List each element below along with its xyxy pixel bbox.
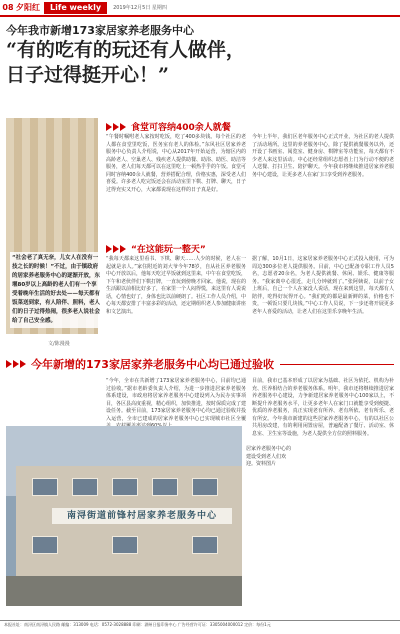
section2-column-1: “我每天都来这里看书、下棋、聊天……人少的时候，老人在一起就是亲人。”家住附近的刘大爷今年78岁，自从社区养老服务中心开放以后，他每天吃过早饭就到这里来，中午在食堂吃饭，下午和老伙伴们下棋打牌，一直玩到傍晚才回家。他说，现在的生活跟以前相比好多了，在家里一个人闷得慌，来这里有人说说话，心情也好了，身体也比以前硬朗了。社区工作人员介绍，中心每天都安排了丰富多彩的活动，还定期组织老人参加健康讲座和文艺演出。 [106, 256, 247, 315]
page-footer: 本报社址：南浔区南浔镇人民路 邮编：313009 电话：0572-3028888 印刷：湖州日报印务中心 广告经营许可证：3305004000012 定价：每份1元 [0, 620, 400, 634]
photo-caption: 居家养老服务中心的建设受到老人们欢迎。资料图片 [246, 446, 292, 467]
section2-column-2: 据了解，10月1日，这家居家养老服务中心正式投入使用，可为周边300多位老人提供服务。目前，中心已配备专职工作人员5名，志愿者20余名，为老人提供就餐、休闲、娱乐、健康等服务。“我家离中心很近，走几分钟就到了。”张阿姨说，以前子女上班后，自己一个人在家没人说话，现在来到这里，每天都有人陪伴，吃得好玩得开心。“我们吃的都是最新鲜的菜，价格也不贵，一顿饭只要几块钱。”中心工作人员说，下一步还将开展更多老年人喜爱的活动，让老人们在这里乐享晚年生活。 [252, 256, 394, 315]
section1-heading [106, 120, 231, 133]
arrow-icon [120, 123, 126, 131]
headline-line-2: 日子过得挺开心！” [6, 64, 169, 86]
arrow-icon [113, 245, 119, 253]
window [32, 536, 58, 554]
section2-heading [106, 242, 206, 255]
section1-column-1: “午餐时嘱咐老人家按时吃饭，吃了400多块钱。每个社区的老人都在食堂里吃饭，医务室有老人的体检。”东风社区居家养老服务中心负责人介绍说，中心从2017年开始运营，为辖区内的高龄老人、空巢老人、残疾老人提供助餐、助浴、助医、助洁等服务，老人们每天都可以在这里吃上一顿热乎乎的午饭。食堂可同时容纳400余人就餐，营养搭配合理，价格实惠，深受老人们喜爱。许多老人吃完饭还会在活动室里下棋、打牌、聊天，日子过得充实又开心，大家都说现在这样的日子真是好。 [106, 134, 247, 193]
window [192, 536, 218, 554]
masthead [0, 0, 400, 15]
window [72, 478, 98, 496]
window [32, 478, 58, 496]
article-headline [6, 38, 394, 88]
section2-title: “在这能玩一整天” [131, 245, 206, 255]
section3-title: 今年新增的173家居家养老服务中心均已通过验收 [31, 358, 274, 371]
arrow-icon [106, 245, 112, 253]
sidebar-quote: “社会老了真无奈，儿女人在没有一技之长的时候！”不过，由于镇政府的居家养老服务中心的逐渐开放，东堰80岁以上高龄的老人们有一个享受着晚年生活的好去处——每天都有饭菜送到家，有人陪伴、照料，老人们的日子过得热闹，很多老人说社会给了自己安全感。 [10, 252, 102, 328]
window [112, 536, 138, 554]
photo-credit: 文/陈漫漫 [48, 341, 70, 347]
section1-column-2: 今年上半年，我们区老年服务中心正式开业，为社区的老人提供了活动场所。这里的养老服务中心，除了提供就餐服务以外，还开设了书画室、阅览室、健身房、棋牌室等功能室，每天都有不少老人来这里活动。中心还经常组织志愿者上门为行动不便的老人送餐、打扫卫生、陪护聊天。今年我市将继续推进居家养老服务中心建设，让更多老人在家门口享受到养老服务。 [252, 134, 394, 178]
arrow-icon [13, 360, 19, 368]
building-photo [6, 426, 242, 606]
window [152, 478, 178, 496]
masthead-rule [0, 15, 400, 17]
arrow-icon [120, 245, 126, 253]
section3-rule [280, 364, 394, 365]
arrow-icon [20, 360, 26, 368]
section-label: Life weekly [44, 2, 107, 14]
photo-ground [6, 576, 242, 606]
section3-column-1: “今年，全市在共新增了173家居家养老服务中心，目前均已通过验收。”据市老龄委负责人介绍，为进一步推进居家养老服务体系建设，市政府将居家养老服务中心建设列入为民办实事项目，各区县高度重视，精心组织，加快推进，按时保质完成了建设任务。截至目前，173家居家养老服务中心均已通过验收并投入运营，全市已建成的居家养老服务中心已实现城市社区全覆 [106, 378, 247, 422]
building-sign: 南浔街道前锋村居家养老服务中心 [52, 508, 232, 524]
window [192, 478, 218, 496]
article-subhead: 今年我市新增173家居家养老服务中心 [6, 24, 194, 37]
arrow-icon [106, 123, 112, 131]
page-number: 08 [2, 3, 14, 12]
window [112, 478, 138, 496]
headline-line-1: “有的吃有的玩还有人做伴， [6, 39, 245, 61]
section1-title: 食堂可容纳400余人就餐 [131, 123, 231, 133]
edition-name: 夕阳红 [16, 3, 40, 12]
arrow-icon [6, 360, 12, 368]
dateline: 2019年12月5日 星期四 [113, 5, 167, 11]
arrow-icon [113, 123, 119, 131]
section3-column-2: 目前，我市已基本形成了以居家为基础、社区为依托、机构为补充、医养相结合的养老服务体系。明年，我市还将继续推进居家养老服务中心建设，力争新建居家养老服务中心100家以上，不断提升养老服务水平，让更多老年人在家门口就能享受到便捷、优质的养老服务，真正实现老有所养、老有所依、老有所乐、老有所安。今年我市新建的这些居家养老服务中心，有的以社区公共用房改建，有的利用闲置房屋，普遍配备了餐厅、活动室、休息室、卫生室等设施，为老人提供全方位的照料服务。 [252, 378, 394, 437]
section3-heading [6, 355, 394, 373]
